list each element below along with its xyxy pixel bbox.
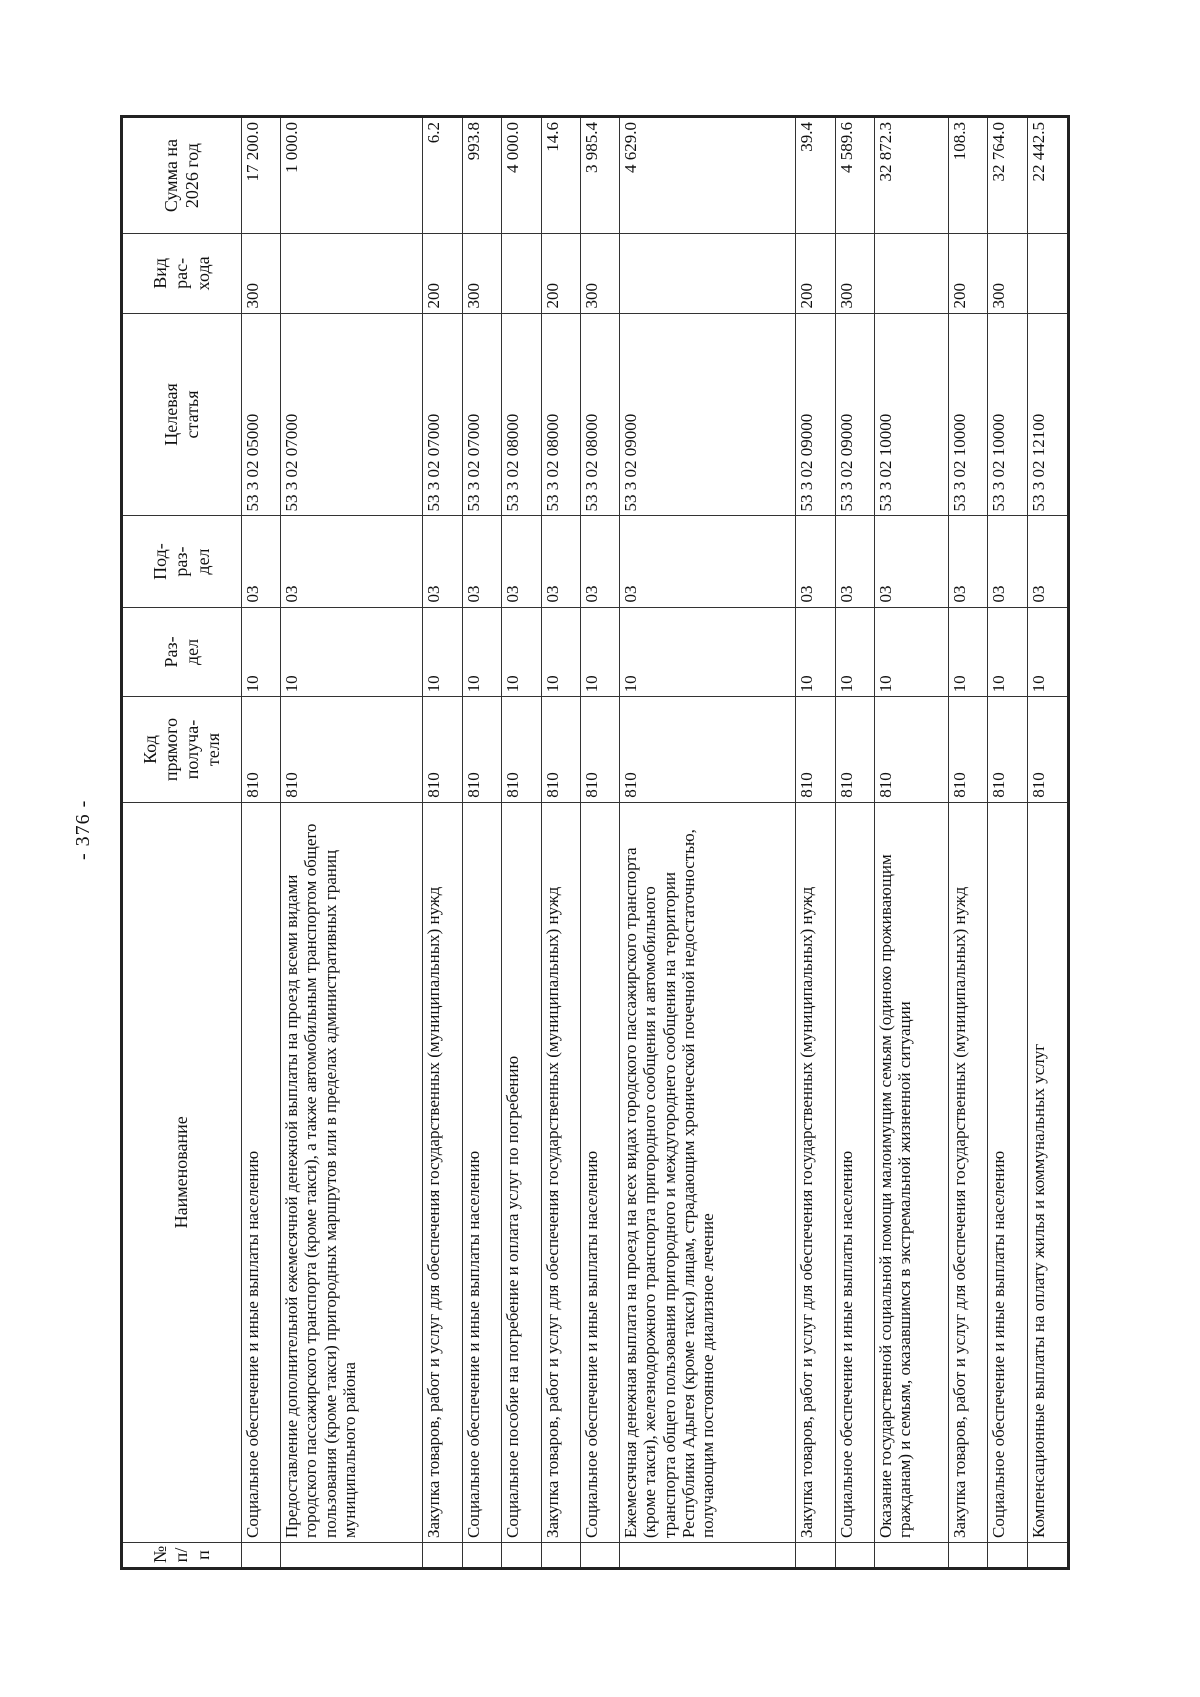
cell-expense: 300	[835, 234, 874, 313]
cell-num	[620, 1542, 796, 1568]
cell-sum: 39.4	[796, 117, 835, 234]
cell-expense	[281, 234, 423, 313]
cell-target: 53 3 02 08000	[541, 313, 580, 516]
table-row	[988, 117, 1027, 1569]
cell-sum: 32 764.0	[988, 117, 1027, 234]
cell-target: 53 3 02 07000	[462, 313, 501, 516]
cell-code: 810	[620, 697, 796, 802]
cell-sum: 17 200.0	[242, 117, 281, 234]
cell-subsection: 03	[988, 516, 1027, 607]
cell-section: 10	[875, 607, 949, 697]
cell-section: 10	[988, 607, 1027, 697]
cell-section: 10	[281, 607, 423, 697]
cell-code: 810	[242, 697, 281, 802]
header-subsection: Под- раз- дел	[122, 516, 242, 607]
table-row	[462, 117, 501, 1569]
table-row	[796, 117, 835, 1569]
cell-name: Закупка товаров, работ и услуг для обеспечения государственных (муниципальных) нужд	[541, 802, 580, 1542]
cell-sum: 4 629.0	[620, 117, 796, 234]
cell-subsection: 03	[541, 516, 580, 607]
cell-section: 10	[502, 607, 541, 697]
cell-code: 810	[580, 697, 619, 802]
cell-subsection: 03	[796, 516, 835, 607]
cell-section: 10	[948, 607, 987, 697]
cell-section: 10	[423, 607, 462, 697]
cell-sum: 108.3	[948, 117, 987, 234]
cell-section: 10	[620, 607, 796, 697]
cell-subsection: 03	[875, 516, 949, 607]
cell-subsection: 03	[620, 516, 796, 607]
cell-expense: 300	[580, 234, 619, 313]
cell-expense: 300	[988, 234, 1027, 313]
cell-name: Социальное обеспечение и иные выплаты населению	[580, 802, 619, 1542]
cell-name: Закупка товаров, работ и услуг для обеспечения государственных (муниципальных) нужд	[423, 802, 462, 1542]
cell-num	[462, 1542, 501, 1568]
cell-name: Закупка товаров, работ и услуг для обеспечения государственных (муниципальных) нужд	[796, 802, 835, 1542]
rotated-table-wrapper	[120, 115, 1070, 1570]
cell-section: 10	[462, 607, 501, 697]
table-row	[242, 117, 281, 1569]
cell-code: 810	[423, 697, 462, 802]
cell-section: 10	[835, 607, 874, 697]
cell-subsection: 03	[1027, 516, 1068, 607]
cell-sum: 22 442.5	[1027, 117, 1068, 234]
cell-code: 810	[1027, 697, 1068, 802]
table-row	[541, 117, 580, 1569]
cell-subsection: 03	[281, 516, 423, 607]
cell-target: 53 3 02 12100	[1027, 313, 1068, 516]
cell-num	[423, 1542, 462, 1568]
cell-subsection: 03	[502, 516, 541, 607]
cell-target: 53 3 02 07000	[281, 313, 423, 516]
header-expense: Вид рас- хода	[122, 234, 242, 313]
cell-expense: 200	[423, 234, 462, 313]
cell-num	[541, 1542, 580, 1568]
cell-target: 53 3 02 08000	[502, 313, 541, 516]
table-row	[948, 117, 987, 1569]
cell-code: 810	[835, 697, 874, 802]
cell-name: Социальное обеспечение и иные выплаты населению	[988, 802, 1027, 1542]
cell-target: 53 3 02 09000	[796, 313, 835, 516]
cell-num	[1027, 1542, 1068, 1568]
cell-subsection: 03	[423, 516, 462, 607]
cell-section: 10	[796, 607, 835, 697]
cell-num	[835, 1542, 874, 1568]
cell-code: 810	[988, 697, 1027, 802]
cell-target: 53 3 02 09000	[620, 313, 796, 516]
table-header	[122, 117, 242, 1569]
header-target: Целевая статья	[122, 313, 242, 516]
cell-sum: 4 589.6	[835, 117, 874, 234]
cell-target: 53 3 02 05000	[242, 313, 281, 516]
page-number: - 376 -	[72, 799, 94, 860]
table-row	[423, 117, 462, 1569]
cell-sum: 14.6	[541, 117, 580, 234]
cell-sum: 993.8	[462, 117, 501, 234]
header-section: Раз- дел	[122, 607, 242, 697]
cell-sum: 6.2	[423, 117, 462, 234]
cell-num	[281, 1542, 423, 1568]
cell-name: Социальное пособие на погребение и оплата услуг по погребению	[502, 802, 541, 1542]
cell-sum: 3 985.4	[580, 117, 619, 234]
cell-subsection: 03	[462, 516, 501, 607]
cell-section: 10	[1027, 607, 1068, 697]
cell-target: 53 3 02 07000	[423, 313, 462, 516]
cell-section: 10	[580, 607, 619, 697]
cell-name: Социальное обеспечение и иные выплаты населению	[242, 802, 281, 1542]
cell-code: 810	[541, 697, 580, 802]
cell-name: Закупка товаров, работ и услуг для обеспечения государственных (муниципальных) нужд	[948, 802, 987, 1542]
header-code: Код прямого получа- теля	[122, 697, 242, 802]
table-body	[242, 117, 1069, 1569]
cell-code: 810	[462, 697, 501, 802]
cell-target: 53 3 02 10000	[988, 313, 1027, 516]
cell-name: Социальное обеспечение и иные выплаты населению	[835, 802, 874, 1542]
cell-name: Ежемесячная денежная выплата на проезд на всех видах городского пассажирского транспорта (кроме такси), железнодорожного транспорта пригородного сообщения и автомобильного транспорта общего пользования пригородного и междугороднего сообщения на территории Республики Адыгея (кроме такси) лицам, страдающим хронической почечной недостаточностью, получающим постоянное диализное лечение	[620, 802, 796, 1542]
cell-expense: 200	[796, 234, 835, 313]
table-row	[580, 117, 619, 1569]
cell-expense	[502, 234, 541, 313]
cell-code: 810	[796, 697, 835, 802]
table-row	[835, 117, 874, 1569]
cell-subsection: 03	[242, 516, 281, 607]
cell-code: 810	[875, 697, 949, 802]
cell-code: 810	[502, 697, 541, 802]
table-row	[875, 117, 949, 1569]
cell-num	[988, 1542, 1027, 1568]
cell-num	[502, 1542, 541, 1568]
cell-subsection: 03	[948, 516, 987, 607]
cell-code: 810	[281, 697, 423, 802]
cell-sum: 32 872.3	[875, 117, 949, 234]
table-row	[1027, 117, 1068, 1569]
table-row	[502, 117, 541, 1569]
cell-section: 10	[242, 607, 281, 697]
cell-sum: 1 000.0	[281, 117, 423, 234]
cell-subsection: 03	[835, 516, 874, 607]
cell-num	[796, 1542, 835, 1568]
cell-expense: 300	[242, 234, 281, 313]
cell-expense: 200	[541, 234, 580, 313]
budget-table	[120, 115, 1070, 1570]
cell-name: Социальное обеспечение и иные выплаты населению	[462, 802, 501, 1542]
cell-num	[875, 1542, 949, 1568]
cell-expense	[620, 234, 796, 313]
header-row	[122, 117, 242, 1569]
cell-expense	[1027, 234, 1068, 313]
document-sheet	[120, 115, 1070, 1570]
cell-target: 53 3 02 10000	[875, 313, 949, 516]
cell-target: 53 3 02 08000	[580, 313, 619, 516]
cell-expense	[875, 234, 949, 313]
cell-expense: 300	[462, 234, 501, 313]
cell-target: 53 3 02 10000	[948, 313, 987, 516]
cell-name: Предоставление дополнительной ежемесячной денежной выплаты на проезд всеми видами городского пассажирского транспорта (кроме такси), а также автомобильным транспортом общего пользования (кроме такси) пригородных маршрутов или в пределах административных границ муниципального района	[281, 802, 423, 1542]
header-sum: Сумма на 2026 год	[122, 117, 242, 234]
cell-target: 53 3 02 09000	[835, 313, 874, 516]
cell-expense: 200	[948, 234, 987, 313]
cell-name: Оказание государственной социальной помощи малоимущим семьям (одиноко проживающим гражданам) и семьям, оказавшимся в экстремальной жизненной ситуации	[875, 802, 949, 1542]
cell-num	[242, 1542, 281, 1568]
header-num: № п/п	[122, 1542, 242, 1568]
cell-sum: 4 000.0	[502, 117, 541, 234]
table-row	[281, 117, 423, 1569]
cell-name: Компенсационные выплаты на оплату жилья и коммунальных услуг	[1027, 802, 1068, 1542]
cell-section: 10	[541, 607, 580, 697]
cell-code: 810	[948, 697, 987, 802]
cell-num	[580, 1542, 619, 1568]
cell-num	[948, 1542, 987, 1568]
header-name: Наименование	[122, 802, 242, 1542]
table-row	[620, 117, 796, 1569]
cell-subsection: 03	[580, 516, 619, 607]
